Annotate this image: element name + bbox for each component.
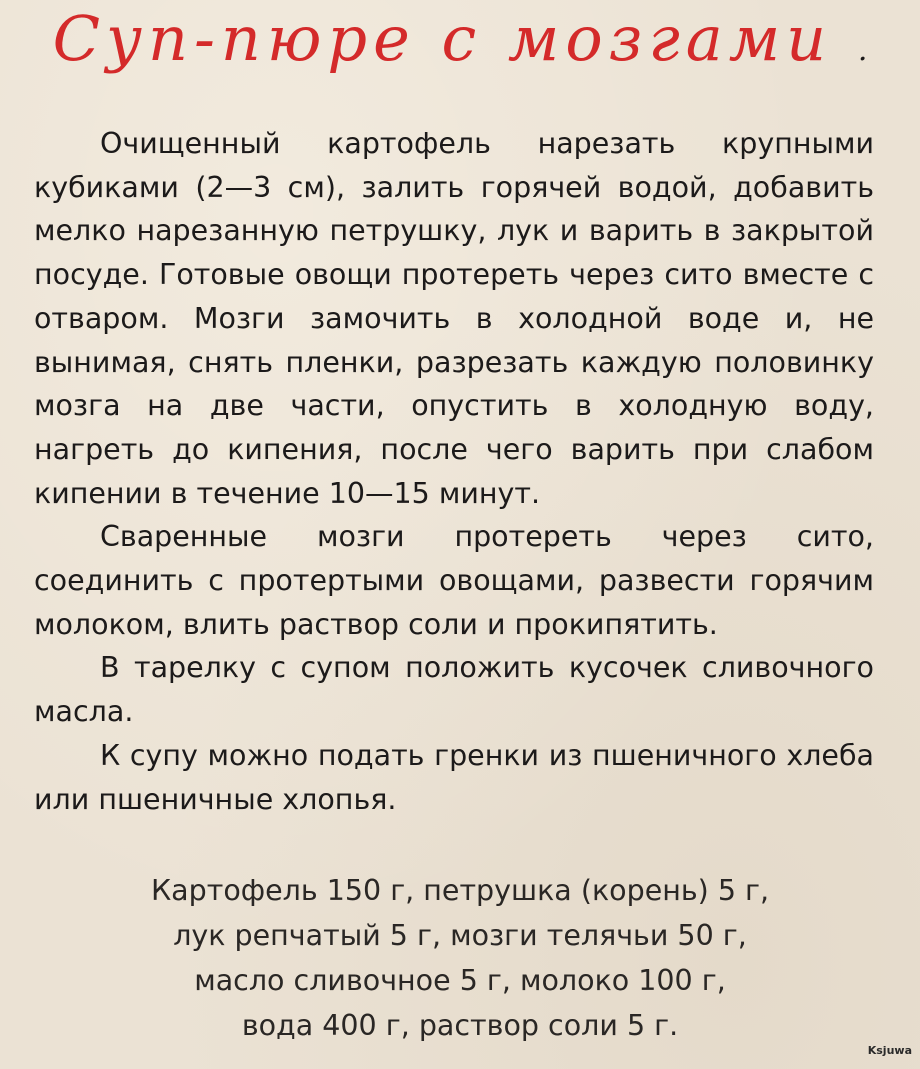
instruction-paragraph-3: В тарелку с супом положить кусочек сливочного масла. [34,651,874,729]
instruction-paragraph-2: Сваренные мозги протереть через сито, соединить с протертыми овощами, развести горячим молоком, влить раствор соли и прокипятить. [34,520,874,641]
instruction-paragraph-4: К супу можно подать гренки из пшеничного хлеба или пшеничные хлопья. [34,738,874,816]
recipe-title [0,2,920,75]
watermark: Ksjuwa [867,1044,912,1057]
ingredients-line-3: масло сливочное 5 г, молоко 100 г, [194,964,726,997]
instruction-paragraph-1: Очищенный картофель нарезать крупными кубиками (2—3 см), залить горячей водой, добавить мелко нарезанную петрушку, лук и варить в закрытой посуде. Готовые овощи протереть через сито вместе с отваром. Мозги замочить в холодной воде и, не вынимая, снять пленки, разрезать каждую половинку мозга на две части, опустить в холодную воду, нагреть до кипения, после чего варить при слабом кипении в течение 10—15 минут. [34,127,874,510]
ingredients-line-1: Картофель 150 г, петрушка (корень) 5 г, [150,874,770,907]
ingredients-line-2: лук репчатый 5 г, мозги телячьи 50 г, [173,919,747,952]
ingredients-line-4: вода 400 г, раствор соли 5 г. [241,1009,679,1042]
title-dot: . [857,33,868,68]
recipe-instructions [34,122,874,821]
ingredients-list [60,868,860,1048]
recipe-title-text: Суп-пюре с мозгами [52,2,833,75]
